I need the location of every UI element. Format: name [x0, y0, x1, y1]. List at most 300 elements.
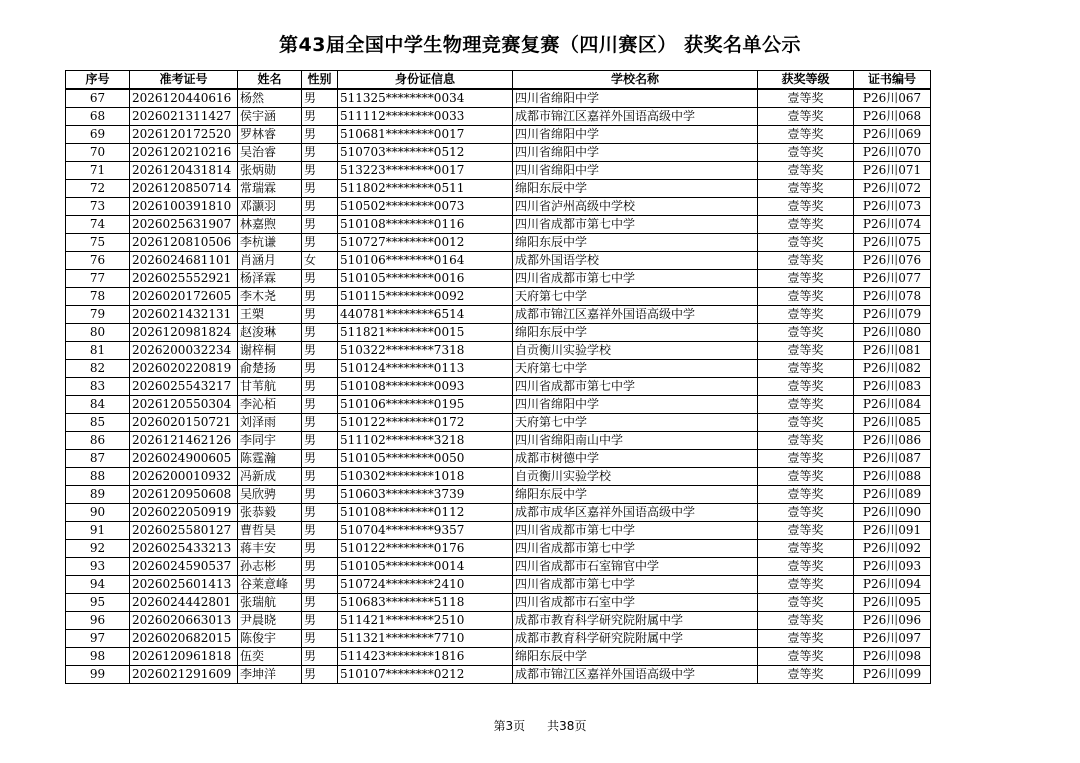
cell-gender: 男: [302, 234, 338, 252]
cell-name: 甘苇航: [238, 378, 302, 396]
cell-school: 成都外国语学校: [513, 252, 758, 270]
cell-id-info: 511423********1816: [338, 648, 513, 666]
cell-name: 林嘉煦: [238, 216, 302, 234]
cell-gender: 男: [302, 558, 338, 576]
cell-name: 罗林睿: [238, 126, 302, 144]
cell-certificate-number: P26川097: [854, 630, 931, 648]
cell-school: 四川省绵阳中学: [513, 396, 758, 414]
cell-school: 成都市成华区嘉祥外国语高级中学: [513, 504, 758, 522]
cell-school: 成都市树德中学: [513, 450, 758, 468]
cell-award-level: 壹等奖: [758, 288, 854, 306]
cell-award-level: 壹等奖: [758, 342, 854, 360]
cell-id-info: 511421********2510: [338, 612, 513, 630]
table-row: [66, 432, 931, 450]
cell-gender: 男: [302, 216, 338, 234]
cell-exam-number: 2026025631907: [130, 216, 238, 234]
cell-exam-number: 2026100391810: [130, 198, 238, 216]
cell-gender: 男: [302, 342, 338, 360]
cell-index: 77: [66, 270, 130, 288]
cell-index: 78: [66, 288, 130, 306]
cell-school: 绵阳东辰中学: [513, 234, 758, 252]
cell-certificate-number: P26川093: [854, 558, 931, 576]
cell-index: 96: [66, 612, 130, 630]
cell-index: 75: [66, 234, 130, 252]
cell-gender: 男: [302, 324, 338, 342]
cell-id-info: 510115********0092: [338, 288, 513, 306]
cell-gender: 男: [302, 576, 338, 594]
cell-certificate-number: P26川099: [854, 666, 931, 684]
cell-certificate-number: P26川082: [854, 360, 931, 378]
cell-name: 吴治睿: [238, 144, 302, 162]
cell-index: 87: [66, 450, 130, 468]
cell-gender: 男: [302, 144, 338, 162]
cell-certificate-number: P26川087: [854, 450, 931, 468]
cell-certificate-number: P26川095: [854, 594, 931, 612]
cell-index: 76: [66, 252, 130, 270]
cell-award-level: 壹等奖: [758, 270, 854, 288]
cell-exam-number: 2026120850714: [130, 180, 238, 198]
cell-exam-number: 2026120810506: [130, 234, 238, 252]
cell-exam-number: 2026120981824: [130, 324, 238, 342]
cell-exam-number: 2026024590537: [130, 558, 238, 576]
cell-award-level: 壹等奖: [758, 558, 854, 576]
cell-id-info: 440781********6514: [338, 306, 513, 324]
table-row: [66, 288, 931, 306]
cell-name: 王槊: [238, 306, 302, 324]
cell-name: 俞楚扬: [238, 360, 302, 378]
cell-award-level: 壹等奖: [758, 144, 854, 162]
cell-certificate-number: P26川085: [854, 414, 931, 432]
cell-school: 成都市锦江区嘉祥外国语高级中学: [513, 306, 758, 324]
cell-gender: 男: [302, 612, 338, 630]
cell-index: 81: [66, 342, 130, 360]
cell-certificate-number: P26川079: [854, 306, 931, 324]
cell-certificate-number: P26川073: [854, 198, 931, 216]
cell-exam-number: 2026021291609: [130, 666, 238, 684]
cell-award-level: 壹等奖: [758, 378, 854, 396]
cell-school: 四川省绵阳中学: [513, 126, 758, 144]
cell-school: 四川省成都市第七中学: [513, 270, 758, 288]
cell-certificate-number: P26川076: [854, 252, 931, 270]
table-row: [66, 576, 931, 594]
table-row: [66, 342, 931, 360]
cell-index: 85: [66, 414, 130, 432]
cell-id-info: 511321********7710: [338, 630, 513, 648]
table-row: [66, 414, 931, 432]
cell-name: 蒋丰安: [238, 540, 302, 558]
cell-award-level: 壹等奖: [758, 234, 854, 252]
cell-name: 李坤洋: [238, 666, 302, 684]
cell-name: 尹晨晓: [238, 612, 302, 630]
cell-gender: 男: [302, 630, 338, 648]
cell-certificate-number: P26川083: [854, 378, 931, 396]
cell-award-level: 壹等奖: [758, 360, 854, 378]
cell-certificate-number: P26川068: [854, 108, 931, 126]
cell-exam-number: 2026200032234: [130, 342, 238, 360]
cell-index: 90: [66, 504, 130, 522]
cell-award-level: 壹等奖: [758, 126, 854, 144]
cell-award-level: 壹等奖: [758, 648, 854, 666]
cell-index: 82: [66, 360, 130, 378]
cell-gender: 男: [302, 522, 338, 540]
cell-index: 70: [66, 144, 130, 162]
page-total: 共38页: [547, 719, 587, 733]
cell-exam-number: 2026025580127: [130, 522, 238, 540]
table-row: [66, 450, 931, 468]
cell-certificate-number: P26川080: [854, 324, 931, 342]
cell-name: 杨然: [238, 89, 302, 108]
cell-certificate-number: P26川067: [854, 89, 931, 108]
cell-school: 四川省成都市石室中学: [513, 594, 758, 612]
cell-name: 张炳勋: [238, 162, 302, 180]
cell-award-level: 壹等奖: [758, 324, 854, 342]
cell-id-info: 510502********0073: [338, 198, 513, 216]
cell-index: 84: [66, 396, 130, 414]
cell-exam-number: 2026020172605: [130, 288, 238, 306]
cell-gender: 男: [302, 594, 338, 612]
header-certificate-number: 证书编号: [854, 71, 931, 90]
cell-gender: 男: [302, 666, 338, 684]
cell-school: 天府第七中学: [513, 360, 758, 378]
cell-id-info: 510683********5118: [338, 594, 513, 612]
cell-exam-number: 2026120431814: [130, 162, 238, 180]
cell-gender: 男: [302, 378, 338, 396]
cell-exam-number: 2026020682015: [130, 630, 238, 648]
cell-id-info: 511821********0015: [338, 324, 513, 342]
cell-name: 侯宇涵: [238, 108, 302, 126]
table-row: [66, 666, 931, 684]
cell-certificate-number: P26川096: [854, 612, 931, 630]
cell-name: 张恭毅: [238, 504, 302, 522]
cell-gender: 男: [302, 162, 338, 180]
cell-name: 吴欣骋: [238, 486, 302, 504]
cell-gender: 男: [302, 306, 338, 324]
cell-id-info: 510302********1018: [338, 468, 513, 486]
cell-award-level: 壹等奖: [758, 396, 854, 414]
cell-index: 99: [66, 666, 130, 684]
cell-award-level: 壹等奖: [758, 486, 854, 504]
cell-school: 成都市锦江区嘉祥外国语高级中学: [513, 666, 758, 684]
table-row: [66, 144, 931, 162]
cell-gender: 男: [302, 180, 338, 198]
cell-index: 92: [66, 540, 130, 558]
cell-id-info: 510703********0512: [338, 144, 513, 162]
cell-exam-number: 2026121462126: [130, 432, 238, 450]
cell-name: 常瑞霖: [238, 180, 302, 198]
table-row: [66, 89, 931, 108]
cell-index: 69: [66, 126, 130, 144]
table-row: [66, 126, 931, 144]
cell-certificate-number: P26川098: [854, 648, 931, 666]
cell-award-level: 壹等奖: [758, 630, 854, 648]
cell-school: 四川省绵阳南山中学: [513, 432, 758, 450]
cell-award-level: 壹等奖: [758, 180, 854, 198]
table-row: [66, 234, 931, 252]
cell-id-info: 510106********0164: [338, 252, 513, 270]
cell-id-info: 510727********0012: [338, 234, 513, 252]
cell-school: 四川省成都市第七中学: [513, 522, 758, 540]
cell-index: 95: [66, 594, 130, 612]
cell-exam-number: 2026020663013: [130, 612, 238, 630]
cell-exam-number: 2026120172520: [130, 126, 238, 144]
table-row: [66, 378, 931, 396]
cell-gender: 男: [302, 450, 338, 468]
table-row: [66, 306, 931, 324]
cell-award-level: 壹等奖: [758, 89, 854, 108]
cell-gender: 男: [302, 486, 338, 504]
cell-school: 四川省成都市第七中学: [513, 378, 758, 396]
cell-index: 97: [66, 630, 130, 648]
cell-id-info: 510105********0014: [338, 558, 513, 576]
cell-certificate-number: P26川091: [854, 522, 931, 540]
cell-school: 四川省泸州高级中学校: [513, 198, 758, 216]
cell-certificate-number: P26川070: [854, 144, 931, 162]
cell-id-info: 510681********0017: [338, 126, 513, 144]
cell-gender: 男: [302, 432, 338, 450]
cell-id-info: 510322********7318: [338, 342, 513, 360]
page-number: 第3页: [493, 719, 526, 733]
cell-id-info: 510107********0212: [338, 666, 513, 684]
cell-certificate-number: P26川084: [854, 396, 931, 414]
cell-exam-number: 2026020220819: [130, 360, 238, 378]
header-school: 学校名称: [513, 71, 758, 90]
cell-award-level: 壹等奖: [758, 414, 854, 432]
cell-award-level: 壹等奖: [758, 450, 854, 468]
cell-name: 孙志彬: [238, 558, 302, 576]
cell-school: 自贡衡川实验学校: [513, 342, 758, 360]
cell-school: 绵阳东辰中学: [513, 180, 758, 198]
cell-gender: 男: [302, 504, 338, 522]
table-row: [66, 486, 931, 504]
table-row: [66, 180, 931, 198]
cell-name: 邓灏羽: [238, 198, 302, 216]
table-row: [66, 468, 931, 486]
cell-name: 谷莱意峰: [238, 576, 302, 594]
cell-name: 肖涵月: [238, 252, 302, 270]
cell-school: 四川省成都市第七中学: [513, 576, 758, 594]
cell-award-level: 壹等奖: [758, 540, 854, 558]
cell-name: 陈俊宇: [238, 630, 302, 648]
cell-gender: 男: [302, 468, 338, 486]
cell-id-info: 510106********0195: [338, 396, 513, 414]
cell-certificate-number: P26川089: [854, 486, 931, 504]
cell-exam-number: 2026025543217: [130, 378, 238, 396]
cell-certificate-number: P26川086: [854, 432, 931, 450]
cell-id-info: 510124********0113: [338, 360, 513, 378]
cell-school: 绵阳东辰中学: [513, 324, 758, 342]
cell-id-info: 511102********3218: [338, 432, 513, 450]
cell-award-level: 壹等奖: [758, 468, 854, 486]
cell-certificate-number: P26川074: [854, 216, 931, 234]
cell-index: 67: [66, 89, 130, 108]
cell-award-level: 壹等奖: [758, 522, 854, 540]
cell-id-info: 510108********0093: [338, 378, 513, 396]
cell-name: 刘泽雨: [238, 414, 302, 432]
table-row: [66, 648, 931, 666]
cell-exam-number: 2026025601413: [130, 576, 238, 594]
cell-school: 四川省成都市第七中学: [513, 540, 758, 558]
table-body: [66, 89, 931, 684]
cell-name: 张瑞航: [238, 594, 302, 612]
cell-school: 四川省成都市第七中学: [513, 216, 758, 234]
cell-gender: 男: [302, 396, 338, 414]
cell-exam-number: 2026120950608: [130, 486, 238, 504]
cell-id-info: 510122********0176: [338, 540, 513, 558]
cell-certificate-number: P26川094: [854, 576, 931, 594]
cell-name: 陈霆瀚: [238, 450, 302, 468]
cell-exam-number: 2026200010932: [130, 468, 238, 486]
cell-gender: 男: [302, 648, 338, 666]
table-row: [66, 216, 931, 234]
cell-name: 赵浚琳: [238, 324, 302, 342]
cell-exam-number: 2026024900605: [130, 450, 238, 468]
cell-index: 68: [66, 108, 130, 126]
cell-award-level: 壹等奖: [758, 162, 854, 180]
cell-school: 成都市教育科学研究院附属中学: [513, 630, 758, 648]
cell-index: 91: [66, 522, 130, 540]
cell-school: 四川省绵阳中学: [513, 144, 758, 162]
cell-exam-number: 2026021432131: [130, 306, 238, 324]
cell-certificate-number: P26川075: [854, 234, 931, 252]
table-row: [66, 324, 931, 342]
table-row: [66, 396, 931, 414]
cell-school: 四川省绵阳中学: [513, 89, 758, 108]
cell-gender: 男: [302, 126, 338, 144]
cell-exam-number: 2026120550304: [130, 396, 238, 414]
cell-index: 93: [66, 558, 130, 576]
cell-id-info: 510108********0112: [338, 504, 513, 522]
cell-school: 绵阳东辰中学: [513, 486, 758, 504]
cell-index: 71: [66, 162, 130, 180]
cell-exam-number: 2026024442801: [130, 594, 238, 612]
cell-exam-number: 2026120961818: [130, 648, 238, 666]
cell-award-level: 壹等奖: [758, 216, 854, 234]
cell-award-level: 壹等奖: [758, 252, 854, 270]
cell-school: 天府第七中学: [513, 288, 758, 306]
cell-school: 自贡衡川实验学校: [513, 468, 758, 486]
cell-certificate-number: P26川090: [854, 504, 931, 522]
cell-award-level: 壹等奖: [758, 666, 854, 684]
cell-exam-number: 2026025552921: [130, 270, 238, 288]
cell-id-info: 510603********3739: [338, 486, 513, 504]
cell-id-info: 513223********0017: [338, 162, 513, 180]
cell-gender: 男: [302, 414, 338, 432]
table-header-row: [66, 71, 931, 90]
cell-gender: 男: [302, 288, 338, 306]
header-gender: 性别: [302, 71, 338, 90]
cell-index: 86: [66, 432, 130, 450]
cell-gender: 男: [302, 360, 338, 378]
cell-id-info: 511802********0511: [338, 180, 513, 198]
cell-name: 谢梓桐: [238, 342, 302, 360]
cell-index: 94: [66, 576, 130, 594]
cell-index: 83: [66, 378, 130, 396]
cell-certificate-number: P26川078: [854, 288, 931, 306]
cell-award-level: 壹等奖: [758, 612, 854, 630]
cell-award-level: 壹等奖: [758, 198, 854, 216]
cell-certificate-number: P26川088: [854, 468, 931, 486]
table-row: [66, 540, 931, 558]
cell-name: 李木尧: [238, 288, 302, 306]
cell-school: 成都市锦江区嘉祥外国语高级中学: [513, 108, 758, 126]
cell-award-level: 壹等奖: [758, 306, 854, 324]
cell-name: 冯新成: [238, 468, 302, 486]
cell-award-level: 壹等奖: [758, 432, 854, 450]
cell-certificate-number: P26川071: [854, 162, 931, 180]
cell-certificate-number: P26川069: [854, 126, 931, 144]
cell-id-info: 510108********0116: [338, 216, 513, 234]
cell-index: 72: [66, 180, 130, 198]
cell-exam-number: 2026022050919: [130, 504, 238, 522]
table-row: [66, 630, 931, 648]
table-row: [66, 252, 931, 270]
cell-exam-number: 2026120210216: [130, 144, 238, 162]
cell-school: 绵阳东辰中学: [513, 648, 758, 666]
table-row: [66, 594, 931, 612]
table-row: [66, 108, 931, 126]
header-name: 姓名: [238, 71, 302, 90]
cell-exam-number: 2026120440616: [130, 89, 238, 108]
cell-school: 四川省成都市石室锦官中学: [513, 558, 758, 576]
header-award-level: 获奖等级: [758, 71, 854, 90]
cell-gender: 女: [302, 252, 338, 270]
page-footer: [0, 717, 1080, 734]
table-row: [66, 522, 931, 540]
cell-name: 李沁栢: [238, 396, 302, 414]
cell-gender: 男: [302, 270, 338, 288]
cell-gender: 男: [302, 198, 338, 216]
cell-certificate-number: P26川072: [854, 180, 931, 198]
table-row: [66, 558, 931, 576]
cell-gender: 男: [302, 108, 338, 126]
cell-award-level: 壹等奖: [758, 108, 854, 126]
cell-school: 天府第七中学: [513, 414, 758, 432]
cell-school: 四川省绵阳中学: [513, 162, 758, 180]
cell-name: 李杭谦: [238, 234, 302, 252]
cell-id-info: 510105********0050: [338, 450, 513, 468]
cell-index: 73: [66, 198, 130, 216]
cell-exam-number: 2026020150721: [130, 414, 238, 432]
award-list-table: [65, 70, 931, 684]
table-row: [66, 360, 931, 378]
cell-index: 89: [66, 486, 130, 504]
cell-index: 79: [66, 306, 130, 324]
cell-index: 80: [66, 324, 130, 342]
cell-certificate-number: P26川077: [854, 270, 931, 288]
cell-exam-number: 2026024681101: [130, 252, 238, 270]
cell-name: 曹哲昊: [238, 522, 302, 540]
header-index: 序号: [66, 71, 130, 90]
table-row: [66, 612, 931, 630]
cell-id-info: 511112********0033: [338, 108, 513, 126]
cell-gender: 男: [302, 540, 338, 558]
cell-id-info: 511325********0034: [338, 89, 513, 108]
cell-index: 74: [66, 216, 130, 234]
cell-name: 伍奕: [238, 648, 302, 666]
header-id-info: 身份证信息: [338, 71, 513, 90]
table-row: [66, 504, 931, 522]
cell-index: 98: [66, 648, 130, 666]
cell-certificate-number: P26川081: [854, 342, 931, 360]
cell-exam-number: 2026021311427: [130, 108, 238, 126]
cell-award-level: 壹等奖: [758, 576, 854, 594]
cell-name: 李同宇: [238, 432, 302, 450]
cell-certificate-number: P26川092: [854, 540, 931, 558]
cell-award-level: 壹等奖: [758, 504, 854, 522]
cell-id-info: 510724********2410: [338, 576, 513, 594]
table-row: [66, 270, 931, 288]
cell-school: 成都市教育科学研究院附属中学: [513, 612, 758, 630]
